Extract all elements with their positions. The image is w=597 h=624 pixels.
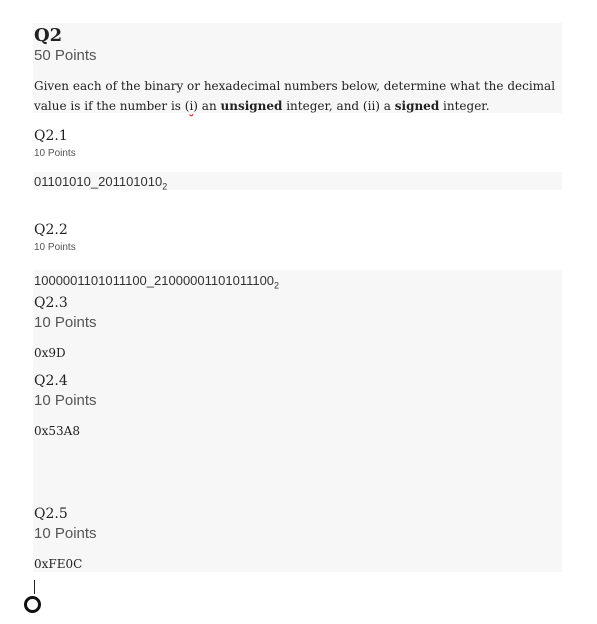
circle-handle-icon[interactable] [24, 596, 41, 613]
q21-title: Q2.1 [34, 128, 68, 144]
q25-title: Q2.5 [34, 506, 68, 522]
q21-points: 10 Points [34, 148, 76, 159]
q25-answer[interactable]: 0xFE0C [34, 557, 83, 571]
spelling-mark: i [189, 99, 194, 113]
q24-title: Q2.4 [34, 373, 68, 389]
q23-title: Q2.3 [34, 295, 68, 311]
q23-points: 10 Points [34, 314, 97, 331]
q2-points: 50 Points [34, 47, 97, 64]
q24-points: 10 Points [34, 392, 97, 409]
q23-answer[interactable]: 0x9D [34, 346, 66, 360]
q22-answer-panel [33, 270, 562, 572]
q25-points: 10 Points [34, 525, 97, 542]
q2-instructions: Given each of the binary or hexadecimal numbers below, determine what the decimal value is if the number is (i) an unsigned integer, and (ii) a signed integer. [34, 79, 556, 113]
q22-points: 10 Points [34, 242, 76, 253]
q2-title: Q2 [34, 25, 63, 46]
text-cursor-icon [34, 580, 35, 594]
q22-answer[interactable]: $1000001101011100\_21000001101011100_2$ [34, 273, 280, 291]
q22-title: Q2.2 [34, 222, 68, 238]
q21-answer[interactable]: $01101010\_201101010_2$ [34, 174, 168, 192]
q24-answer[interactable]: 0x53A8 [34, 424, 80, 438]
